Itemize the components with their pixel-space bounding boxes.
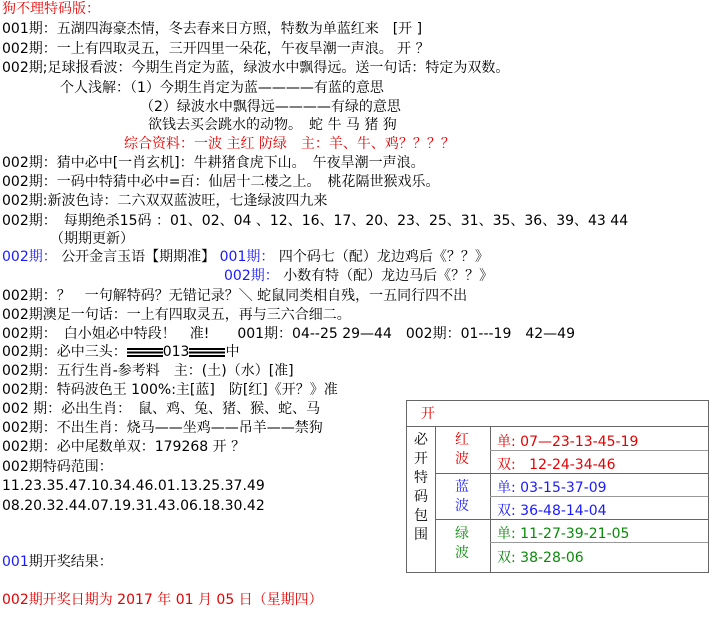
wave-blue-label: 蓝 波 <box>455 479 469 514</box>
line-28: 002期开奖日期为 2017 年 01 月 05 日（星期四） <box>2 592 323 608</box>
line-18-prefix: 002期：必中三头： <box>2 344 127 360</box>
line-13-issue: 001期： <box>219 249 275 265</box>
table-open-label: 开 <box>421 406 435 422</box>
line-13-prefix: 002期： <box>2 249 57 265</box>
table-row-4: 双: 36-48-14-04 <box>497 503 607 519</box>
table-row-6: 双: 38-28-06 <box>497 550 584 566</box>
line-23: 002期：必中尾数单双：179268 开 ？ <box>2 439 246 455</box>
table-divider <box>436 519 708 520</box>
table-row-3: 单: 03-15-37-09 <box>497 480 607 496</box>
line-6: 欲钱去买会跳水的动物。 蛇 牛 马 猪 狗 <box>148 117 397 133</box>
line-13 <box>2 248 489 266</box>
line-2: 002期：一上有四取灵五，三开四里一朵花，午夜旱潮一声浪。 开 ？ <box>2 41 430 57</box>
table-row-1: 单: 07—23-13-45-19 <box>497 434 639 450</box>
line-13-title: 公开金言玉语【期期准】 <box>61 249 216 265</box>
table-divider <box>435 426 436 572</box>
line-7: 综合资料：一波 主红 防绿 主：羊、牛、鸡？？？？ <box>124 136 455 152</box>
table-side-label: 必 开 特 码 包 围 <box>414 432 428 543</box>
wave-green-label: 绿 波 <box>455 526 469 561</box>
line-21: 002 期：必出生肖： 鼠、鸡、兔、猪、猴、蛇、马 <box>2 401 321 417</box>
bar-graphic-right <box>189 348 225 357</box>
line-5: （2）绿波水中飘得远————有绿的意思 <box>140 99 401 115</box>
table-divider <box>490 542 708 543</box>
line-4: 个人浅解：（1）今期生肖定为蓝————有蓝的意思 <box>60 80 384 96</box>
line-13-text: 四个码七（配）龙边鸡后《？？》 <box>278 249 489 265</box>
line-26: 08.20.32.44.07.19.31.43.06.18.30.42 <box>2 498 265 514</box>
bar-graphic-left <box>127 348 163 357</box>
table-divider <box>490 426 491 572</box>
line-3: 002期;足球报看波：今期生肖定为蓝，绿波水中飘得远。送一句话：特定为双数。 <box>2 60 510 76</box>
line-18 <box>2 343 239 361</box>
line-18-suffix: 中 <box>225 344 240 360</box>
line-14-text: 小数有特（配）龙边马后《？？》 <box>283 268 494 284</box>
header-title: 狗不理特码版： <box>2 1 100 17</box>
table-divider <box>490 450 708 451</box>
table-row-2: 双: 12-24-34-46 <box>497 457 616 473</box>
line-22: 002期：不出生肖：烧马——坐鸡——吊羊——禁狗 <box>2 420 323 436</box>
line-8: 002期：猜中必中[一肖玄机]：牛耕猪食虎下山。 午夜旱潮一声浪。 <box>2 155 425 171</box>
wave-red-label: 红 波 <box>455 432 469 467</box>
line-1: 001期：五湖四海豪杰情，冬去春来日方照，特数为单蓝红来 [开 ] <box>2 21 423 37</box>
line-24: 002期特码范围： <box>2 459 113 475</box>
table-divider <box>436 473 708 474</box>
line-25: 11.23.35.47.10.34.46.01.13.25.37.49 <box>2 478 265 494</box>
table-divider <box>490 496 708 497</box>
line-27-prefix: 001 <box>2 554 29 570</box>
line-10: 002期:新波色诗：二六双双蓝波旺，七逢绿波四九来 <box>2 193 328 209</box>
line-9: 002期：一码中特猜中必中=百：仙居十二楼之上。 桃花隔世猴戏乐。 <box>2 174 440 190</box>
line-19: 002期：五行生肖-参考料 主：(土)（水）[准] <box>2 363 294 379</box>
line-11: 002期： 每期绝杀15码 ：01、02、04 、12、16、17、20、23、25、31、35、36、39、43 44 <box>2 213 629 229</box>
line-17: 002期： 白小姐必中特段！ 准! 001期：04--25 29—44 002期：01---19 42—49 <box>2 326 576 342</box>
line-27 <box>2 553 113 571</box>
table-row-5: 单: 11-27-39-21-05 <box>497 526 630 542</box>
line-27-text: 期开奖结果： <box>28 554 113 570</box>
line-18-number: 013 <box>162 344 190 360</box>
line-15: 002期：？ 一句解特码？无错记录？＼ 蛇鼠同类相自残，一五同行四不出 <box>2 288 468 304</box>
line-12: （期期更新） <box>50 231 134 247</box>
line-14-prefix: 002期： <box>224 268 279 284</box>
line-14 <box>224 267 493 285</box>
special-code-table <box>406 400 709 573</box>
line-20: 002期：特码波色王 100%:主[蓝] 防[红]《开？》准 <box>2 382 338 398</box>
line-16: 002期澳足一句话：一上有四取灵五，再与三六合细二。 <box>2 307 351 323</box>
table-divider <box>407 426 708 427</box>
